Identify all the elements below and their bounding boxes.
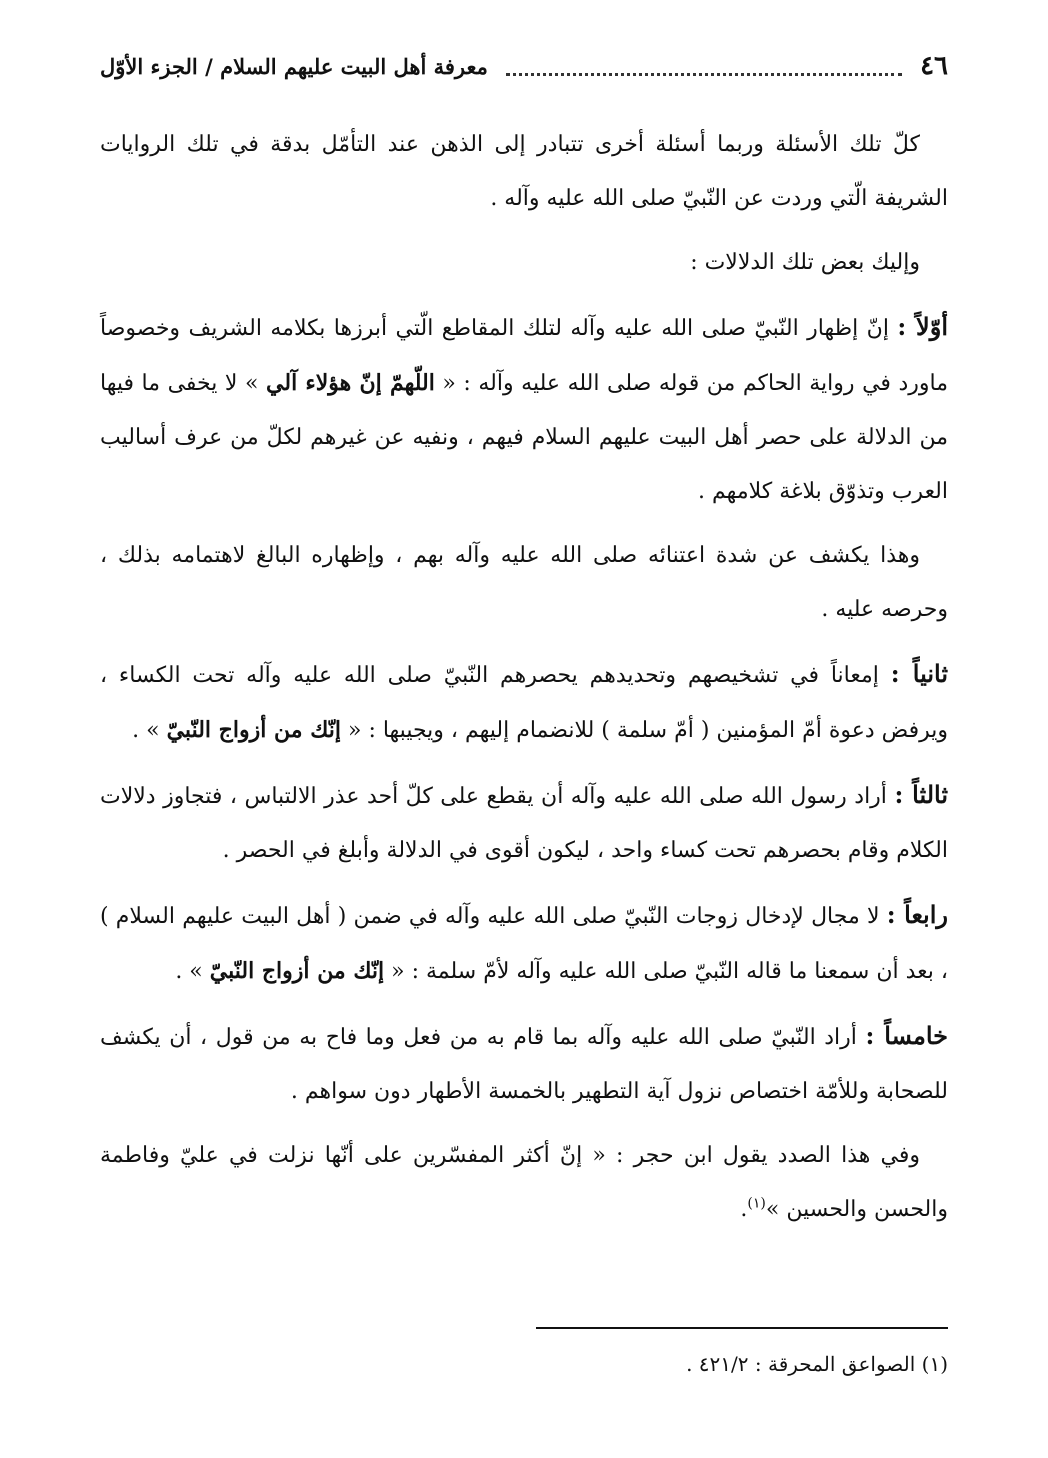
point-text: لا مجال لإدخال زوجات النّبيّ صلى الله عليه وآله في ضمن ( أهل البيت عليهم السلام ) ، بعد أن سمعنا ما قاله النّبيّ صلى الله عليه وآله لأمّ سلمة : « (100, 904, 948, 984)
point-text: إمعاناً في تشخيصهم وتحديدهم يحصرهم النّبيّ صلى الله عليه وآله تحت الكساء ، ويرفض دعوة أمّ المؤمنين ( أمّ سلمة ) للانضمام إليهم ، ويجيبها : « (100, 663, 948, 743)
paragraph-fifth-point (100, 1009, 948, 1119)
footnote-reference[interactable]: (١) (747, 1195, 766, 1212)
paragraph-1: كلّ تلك الأسئلة وربما أسئلة أخرى تتبادر إلى الذهن عند التأمّل بدقة في تلك الروايات الشريفة الّتي وردت عن النّبيّ صلى الله عليه وآله . (100, 132, 948, 211)
point-label-fourth: رابعاً : (886, 900, 948, 929)
paragraph-fourth-point (100, 888, 948, 999)
paragraph-2: وإليك بعض تلك الدلالات : (690, 250, 920, 275)
point-text: أراد رسول الله صلى الله عليه وآله أن يقطع على كلّ أحد عذر الالتباس ، فتجاوز دلالات الكلام وقام بحصرهم تحت كساء واحد ، ليكون أقوى في الدلالة وأبلغ في الحصر . (100, 784, 948, 863)
point-text: » . (132, 718, 160, 743)
hadith-quote: اللّهمّ إنّ هؤلاء آلي (266, 370, 435, 396)
page-number: ٤٦ (920, 51, 948, 81)
running-title: معرفة أهل البيت عليهم السلام / الجزء الأوّل (100, 53, 488, 79)
footnote-separator (536, 1327, 948, 1329)
point-label-fifth: خامساً : (865, 1021, 948, 1050)
point-text: أراد النّبيّ صلى الله عليه وآله بما قام به من فعل وما فاح به من قول ، أن يكشف للصحابة وللأمّة اختصاص نزول آية التطهير بالخمسة الأطهار دون سواهم . (100, 1025, 948, 1104)
point-text: » . (175, 959, 203, 984)
paragraph-ibn-hajar (100, 1129, 948, 1237)
point-label-second: ثانياً : (890, 659, 948, 688)
hadith-quote: إنّك من أزواج النّبيّ (209, 958, 385, 984)
paragraph-first-point (100, 300, 948, 519)
paragraph-second-point (100, 647, 948, 758)
running-header (100, 44, 948, 88)
hadith-quote: إنّك من أزواج النّبيّ (166, 717, 341, 743)
sentence-end: . (740, 1197, 748, 1222)
point-label-first: أوّلاً : (897, 312, 948, 341)
point-label-third: ثالثاً : (894, 780, 949, 809)
point-text: إنّ إظهار النّبيّ صلى الله عليه وآله لتلك المقاطع الّتي أبرزها بكلامه الشريف وخصوصاً ماورد في رواية الحاكم من قوله صلى الله عليه وآله : « (100, 316, 949, 396)
paragraph-4: وهذا يكشف عن شدة اعتنائه صلى الله عليه وآله بهم ، وإظهاره البالغ لاهتمامه بذلك ، وحرصه عليه . (100, 543, 948, 622)
paragraph-third-point (100, 768, 948, 878)
main-text (100, 118, 948, 1247)
point-text: وفي هذا الصدد يقول ابن حجر : « إنّ أكثر المفسّرين على أنّها نزلت في عليّ وفاطمة والحسن والحسين » (100, 1143, 948, 1222)
point-text: » لا يخفى ما فيها من الدلالة على حصر أهل البيت عليهم السلام فيهم ، ونفيه عن غيرهم لكلّ من عرف أساليب العرب وتذوّق بلاغة كلامهم . (100, 371, 948, 504)
footnote: (١) الصواعق المحرقة : ٤٢١/٢ . (686, 1352, 948, 1376)
header-leader-dots (506, 73, 902, 76)
